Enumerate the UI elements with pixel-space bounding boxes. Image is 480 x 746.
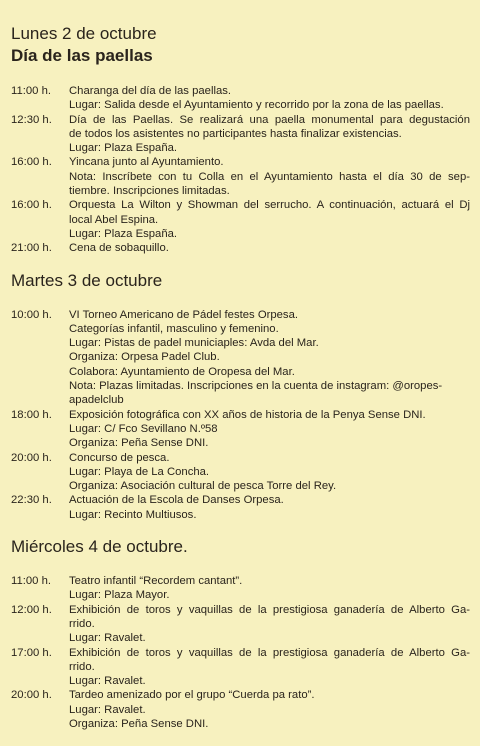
event-list bbox=[11, 574, 470, 731]
event-row bbox=[11, 574, 470, 603]
event-line: Organiza: Asociación cultural de pesca Torre del Rey. bbox=[69, 480, 337, 493]
event-time: 18:00 h. bbox=[11, 408, 52, 421]
event-time: 11:00 h. bbox=[11, 85, 51, 97]
event-time: 16:00 h. bbox=[11, 156, 52, 169]
event-line: rrido. bbox=[69, 660, 95, 673]
day-subtitle: Día de las paellas bbox=[11, 46, 153, 65]
event-line: Lugar: Plaza España. bbox=[69, 142, 178, 155]
event-line: Lugar: Recinto Multiusos. bbox=[69, 508, 197, 521]
event-time: 17:00 h. bbox=[11, 646, 52, 659]
event-details bbox=[69, 308, 470, 408]
event-line: de todos los asistentes no participantes hasta finalizar existencias. bbox=[69, 127, 402, 140]
event-line: Día de las Paellas. Se realizará una paella monumental para degustación bbox=[69, 113, 470, 126]
event-line: tiembre. Inscripciones limitadas. bbox=[69, 185, 230, 198]
event-details bbox=[69, 646, 470, 689]
event-line: Cena de sobaquillo. bbox=[69, 242, 169, 255]
event-details bbox=[69, 198, 470, 241]
event-details bbox=[69, 603, 470, 646]
event-line: Lugar: Ravalet. bbox=[69, 703, 146, 716]
event-details bbox=[69, 451, 470, 494]
event-line: Exhibición de toros y vaquillas de la prestigiosa ganadería de Alberto Ga- bbox=[69, 646, 470, 659]
event-time: 11:00 h. bbox=[11, 575, 51, 588]
event-time: 12:00 h. bbox=[11, 603, 52, 616]
event-details bbox=[69, 493, 470, 522]
event-time: 22:30 h. bbox=[11, 494, 52, 507]
event-line: Exhibición de toros y vaquillas de la prestigiosa ganadería de Alberto Ga- bbox=[69, 603, 470, 616]
event-line: Lugar: Ravalet. bbox=[69, 632, 146, 645]
day-title: Miércoles 4 de octubre. bbox=[11, 537, 188, 557]
event-line: Lugar: Plaza Mayor. bbox=[69, 589, 170, 602]
event-line: Lugar: Playa de La Concha. bbox=[69, 465, 210, 478]
event-details bbox=[69, 155, 470, 198]
event-list bbox=[11, 84, 470, 256]
event-line: Exposición fotográfica con XX años de historia de la Penya Sense DNI. bbox=[69, 408, 426, 421]
event-time: 10:00 h. bbox=[11, 308, 52, 321]
event-line: Lugar: Salida desde el Ayuntamiento y recorrido por la zona de las paellas. bbox=[69, 99, 444, 112]
event-details bbox=[69, 574, 470, 603]
event-line: Teatro infantil “Recordem cantant”. bbox=[69, 575, 243, 588]
event-row bbox=[11, 308, 470, 408]
day-section-martes bbox=[11, 270, 470, 522]
event-line: Colabora: Ayuntamiento de Oropesa del Mar. bbox=[69, 365, 295, 378]
event-row bbox=[11, 688, 470, 731]
event-line: Yincana junto al Ayuntamiento. bbox=[69, 156, 224, 169]
event-row bbox=[11, 603, 470, 646]
event-line: Lugar: Plaza España. bbox=[69, 227, 178, 240]
event-row bbox=[11, 155, 470, 198]
event-line: apadelclub bbox=[69, 394, 124, 407]
day-title: Lunes 2 de octubre bbox=[11, 24, 157, 43]
event-line: Actuación de la Escola de Danses Orpesa. bbox=[69, 494, 284, 507]
event-row bbox=[11, 493, 470, 522]
event-line: Charanga del día de las paellas. bbox=[69, 85, 232, 97]
day-title: Martes 3 de octubre bbox=[11, 270, 163, 290]
event-list bbox=[11, 308, 470, 522]
event-row bbox=[11, 408, 470, 451]
event-row bbox=[11, 113, 470, 156]
event-line: Lugar: C/ Fco Sevillano N.º58 bbox=[69, 422, 218, 435]
event-line: Concurso de pesca. bbox=[69, 451, 170, 464]
event-details bbox=[69, 408, 470, 451]
event-row bbox=[11, 241, 470, 255]
event-time: 20:00 h. bbox=[11, 451, 52, 464]
event-time: 12:30 h. bbox=[11, 113, 52, 126]
event-details bbox=[69, 113, 470, 156]
event-line: Organiza: Peña Sense DNI. bbox=[69, 717, 209, 730]
event-line: local Abel Espina. bbox=[69, 213, 159, 226]
day-section-miercoles bbox=[11, 536, 470, 731]
event-line: Lugar: Pistas de padel municiaples: Avda del Mar. bbox=[69, 337, 319, 350]
event-row bbox=[11, 451, 470, 494]
event-line: Nota: Inscríbete con tu Colla en el Ayuntamiento hasta el día 30 de sep- bbox=[69, 170, 470, 183]
event-line: Orquesta La Wilton y Showman del serrucho. A continuación, actuará el Dj bbox=[69, 199, 470, 212]
event-line: Organiza: Peña Sense DNI. bbox=[69, 437, 209, 450]
event-time: 20:00 h. bbox=[11, 689, 52, 702]
event-line: Tardeo amenizado por el grupo “Cuerda pa rato”. bbox=[69, 689, 315, 702]
event-line: Nota: Plazas limitadas. Inscripciones en la cuenta de instagram: @oropes- bbox=[69, 380, 443, 393]
event-details bbox=[69, 241, 470, 255]
event-details bbox=[69, 84, 470, 113]
event-line: Organiza: Orpesa Padel Club. bbox=[69, 351, 220, 364]
event-line: Lugar: Ravalet. bbox=[69, 675, 146, 688]
event-time: 21:00 h. bbox=[11, 242, 52, 255]
event-line: rrido. bbox=[69, 617, 95, 630]
event-time: 16:00 h. bbox=[11, 199, 52, 212]
event-details bbox=[69, 688, 470, 731]
event-line: Categorías infantil, masculino y femenino. bbox=[69, 322, 279, 335]
event-row bbox=[11, 646, 470, 689]
event-row bbox=[11, 198, 470, 241]
day-section-lunes bbox=[11, 23, 470, 256]
event-row bbox=[11, 84, 470, 113]
event-line: VI Torneo Americano de Pádel festes Orpesa. bbox=[69, 308, 298, 321]
